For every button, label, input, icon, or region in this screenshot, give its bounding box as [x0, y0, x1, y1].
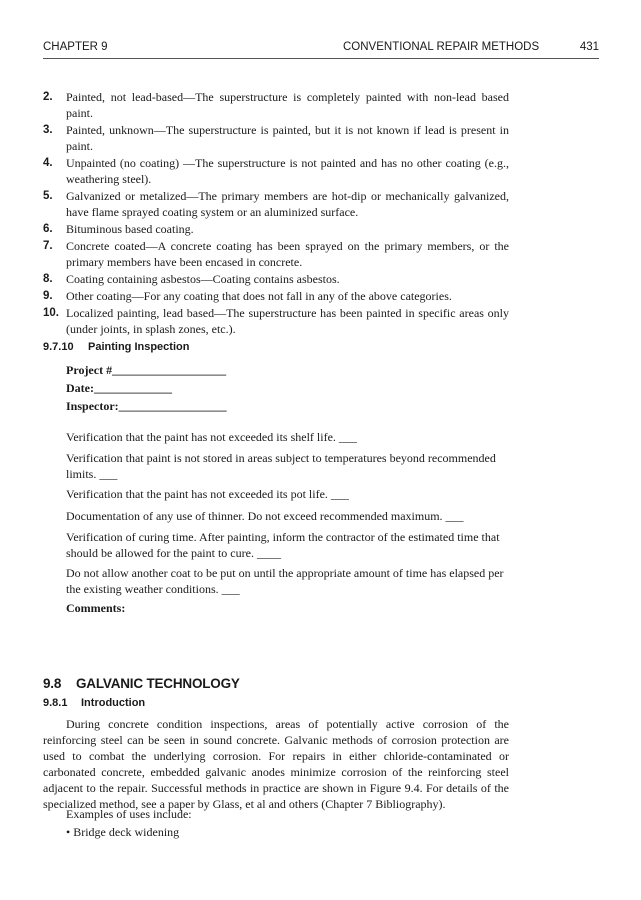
date-field-label: Date:_____________	[66, 381, 172, 395]
examples-intro: Examples of uses include:	[66, 807, 192, 821]
list-item	[43, 89, 509, 121]
running-header	[43, 40, 599, 59]
list-text: Unpainted (no coating) —The superstructure is not painted and has no other coating (e.g., weathering steel).	[66, 156, 509, 186]
section-heading-painting-inspection	[43, 341, 189, 353]
inspector-field-label: Inspector:__________________	[66, 399, 227, 413]
inspection-check-item: Do not allow another coat to be put on until the appropriate amount of time has elapsed per the existing weather conditions. ___	[66, 566, 504, 596]
list-item	[43, 238, 509, 270]
list-number: 6.	[43, 223, 53, 235]
bullet-text: Bridge deck widening	[73, 825, 180, 839]
bullet-icon: •	[66, 825, 71, 839]
section-title: GALVANIC TECHNOLOGY	[76, 676, 240, 691]
list-text: Coating containing asbestos—Coating contains asbestos.	[66, 272, 340, 286]
chapter-label: CHAPTER 9	[43, 41, 108, 53]
list-number: 2.	[43, 91, 53, 103]
list-number: 8.	[43, 273, 53, 285]
list-number: 9.	[43, 290, 53, 302]
list-text: Painted, unknown—The superstructure is painted, but it is not known if lead is present in paint.	[66, 123, 509, 153]
list-item	[43, 271, 509, 287]
inspection-check-item: Verification that the paint has not exceeded its pot life. ___	[66, 487, 349, 501]
page-number: 431	[579, 41, 599, 53]
inspection-check-item: Documentation of any use of thinner. Do not exceed recommended maximum. ___	[66, 509, 464, 523]
section-title: Painting Inspection	[88, 341, 190, 353]
bullet-item	[66, 825, 179, 840]
chapter-title: CONVENTIONAL REPAIR METHODS	[343, 41, 540, 53]
list-number: 4.	[43, 157, 53, 169]
list-item	[43, 188, 509, 220]
introduction-paragraph: During concrete condition inspections, areas of potentially active corrosion of the reinforcing steel can be seen in sound concrete. Galvanic methods of corrosion protection are used to combat the underlying corrosion. For repairs in either chloride-contaminated or carbonated concrete, embedded galvanic anodes minimize corrosion of the reinforcing steel adjacent to the repair. Successful methods in practice are shown in Figure 9.4. For details of the specialized method, see a paper by Glass, et al and others (Chapter 7 Bibliography).	[43, 717, 509, 811]
coating-type-list	[43, 89, 509, 338]
list-number: 7.	[43, 240, 53, 252]
section-number: 9.8.1	[43, 697, 68, 709]
list-text: Galvanized or metalized—The primary members are hot-dip or mechanically galvanized, have flame sprayed coating system or an aluminized surface.	[66, 189, 509, 219]
list-number: 5.	[43, 190, 53, 202]
list-text: Bituminous based coating.	[66, 222, 194, 236]
list-item	[43, 155, 509, 187]
list-number: 3.	[43, 124, 53, 136]
section-number: 9.7.10	[43, 341, 74, 353]
list-number: 10.	[43, 307, 59, 319]
inspection-check-item: Verification of curing time. After painting, inform the contractor of the estimated time that should be allowed for the paint to cure. ____	[66, 530, 500, 560]
section-heading-galvanic-technology	[43, 676, 240, 691]
comments-label: Comments:	[66, 601, 126, 615]
inspection-check-item: Verification that the paint has not exceeded its shelf life. ___	[66, 430, 357, 444]
list-text: Painted, not lead-based—The superstructure is completely painted with non-lead based paint.	[66, 90, 509, 120]
inspection-check-item: Verification that paint is not stored in areas subject to temperatures beyond recommended limits. ___	[66, 451, 496, 481]
project-number-field-label: Project #___________________	[66, 363, 227, 377]
list-text: Concrete coated—A concrete coating has been sprayed on the primary members, or the primary members have been encased in concrete.	[66, 239, 509, 269]
list-item	[43, 122, 509, 154]
list-item	[43, 288, 509, 304]
list-item	[43, 221, 509, 237]
section-title: Introduction	[81, 697, 146, 709]
list-item	[43, 305, 509, 337]
section-number: 9.8	[43, 676, 62, 691]
list-text: Other coating—For any coating that does not fall in any of the above categories.	[66, 289, 452, 303]
list-text: Localized painting, lead based—The superstructure has been painted in specific areas only (under joints, in splash zones, etc.).	[66, 306, 509, 336]
subsection-heading-introduction	[43, 697, 145, 709]
